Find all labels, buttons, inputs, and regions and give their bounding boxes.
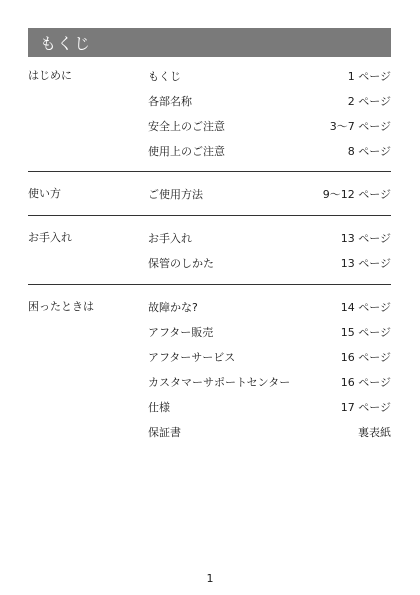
- toc-entry: [148, 250, 391, 275]
- section-entries: [148, 63, 391, 163]
- toc-entry-title: お手入れ: [148, 231, 192, 245]
- toc-entry-title: 安全上のご注意: [148, 119, 225, 133]
- toc-entry-page: 9〜12 ページ: [322, 187, 391, 201]
- toc-title-bar: [28, 28, 391, 57]
- toc-entry: [148, 63, 391, 88]
- section-label: 使い方: [28, 187, 61, 200]
- toc-entry-title: もくじ: [148, 69, 181, 83]
- toc-entry-page: 1 ページ: [347, 69, 391, 83]
- toc-entry-title: 保管のしかた: [148, 256, 214, 270]
- toc-entry-title: 使用上のご注意: [148, 144, 225, 158]
- toc-entry-page: 裏表紙: [358, 425, 391, 439]
- toc-entry-title: 保証書: [148, 425, 181, 439]
- toc-entry: [148, 225, 391, 250]
- toc-entry-page: 16 ページ: [340, 375, 391, 389]
- toc-entry-title: 仕様: [148, 400, 170, 414]
- toc-entry-title: 各部名称: [148, 94, 192, 108]
- section-label: はじめに: [28, 69, 72, 82]
- section-label: 困ったときは: [28, 300, 94, 313]
- toc-entry-page: 2 ページ: [347, 94, 391, 108]
- toc-entry-title: 故障かな?: [148, 300, 198, 314]
- toc-entry-title: アフターサービス: [148, 350, 236, 364]
- toc-entry-title: ご使用方法: [148, 187, 203, 201]
- toc-entry-title: アフター販売: [148, 325, 214, 339]
- toc-entry-page: 15 ページ: [340, 325, 391, 339]
- toc-entry: [148, 181, 391, 206]
- toc-entry-page: 8 ページ: [347, 144, 391, 158]
- toc-entry: [148, 419, 391, 444]
- toc-entry: [148, 394, 391, 419]
- page-title: もくじ: [40, 34, 92, 53]
- toc-entry-title: カスタマーサポートセンター: [148, 375, 291, 389]
- toc-entry-page: 17 ページ: [340, 400, 391, 414]
- toc-entry-page: 13 ページ: [340, 256, 391, 270]
- section-entries: [148, 225, 391, 275]
- toc-section: [28, 215, 391, 284]
- section-entries: [148, 294, 391, 444]
- toc-section: [28, 63, 391, 171]
- toc-entry-page: 14 ページ: [340, 300, 391, 314]
- toc-entry-page: 16 ページ: [340, 350, 391, 364]
- section-label: お手入れ: [28, 231, 72, 244]
- toc-section: [28, 284, 391, 444]
- toc-entry: [148, 294, 391, 319]
- toc-entry: [148, 369, 391, 394]
- toc-entry: [148, 88, 391, 113]
- toc-section: [28, 171, 391, 215]
- toc-entry-page: 3〜7 ページ: [329, 119, 391, 133]
- page-number: 1: [206, 572, 214, 585]
- toc-entry-page: 13 ページ: [340, 231, 391, 245]
- toc-entry: [148, 319, 391, 344]
- toc-entry: [148, 113, 391, 138]
- section-entries: [148, 181, 391, 206]
- toc-entry: [148, 344, 391, 369]
- toc-entry: [148, 138, 391, 163]
- table-of-contents: [28, 63, 391, 444]
